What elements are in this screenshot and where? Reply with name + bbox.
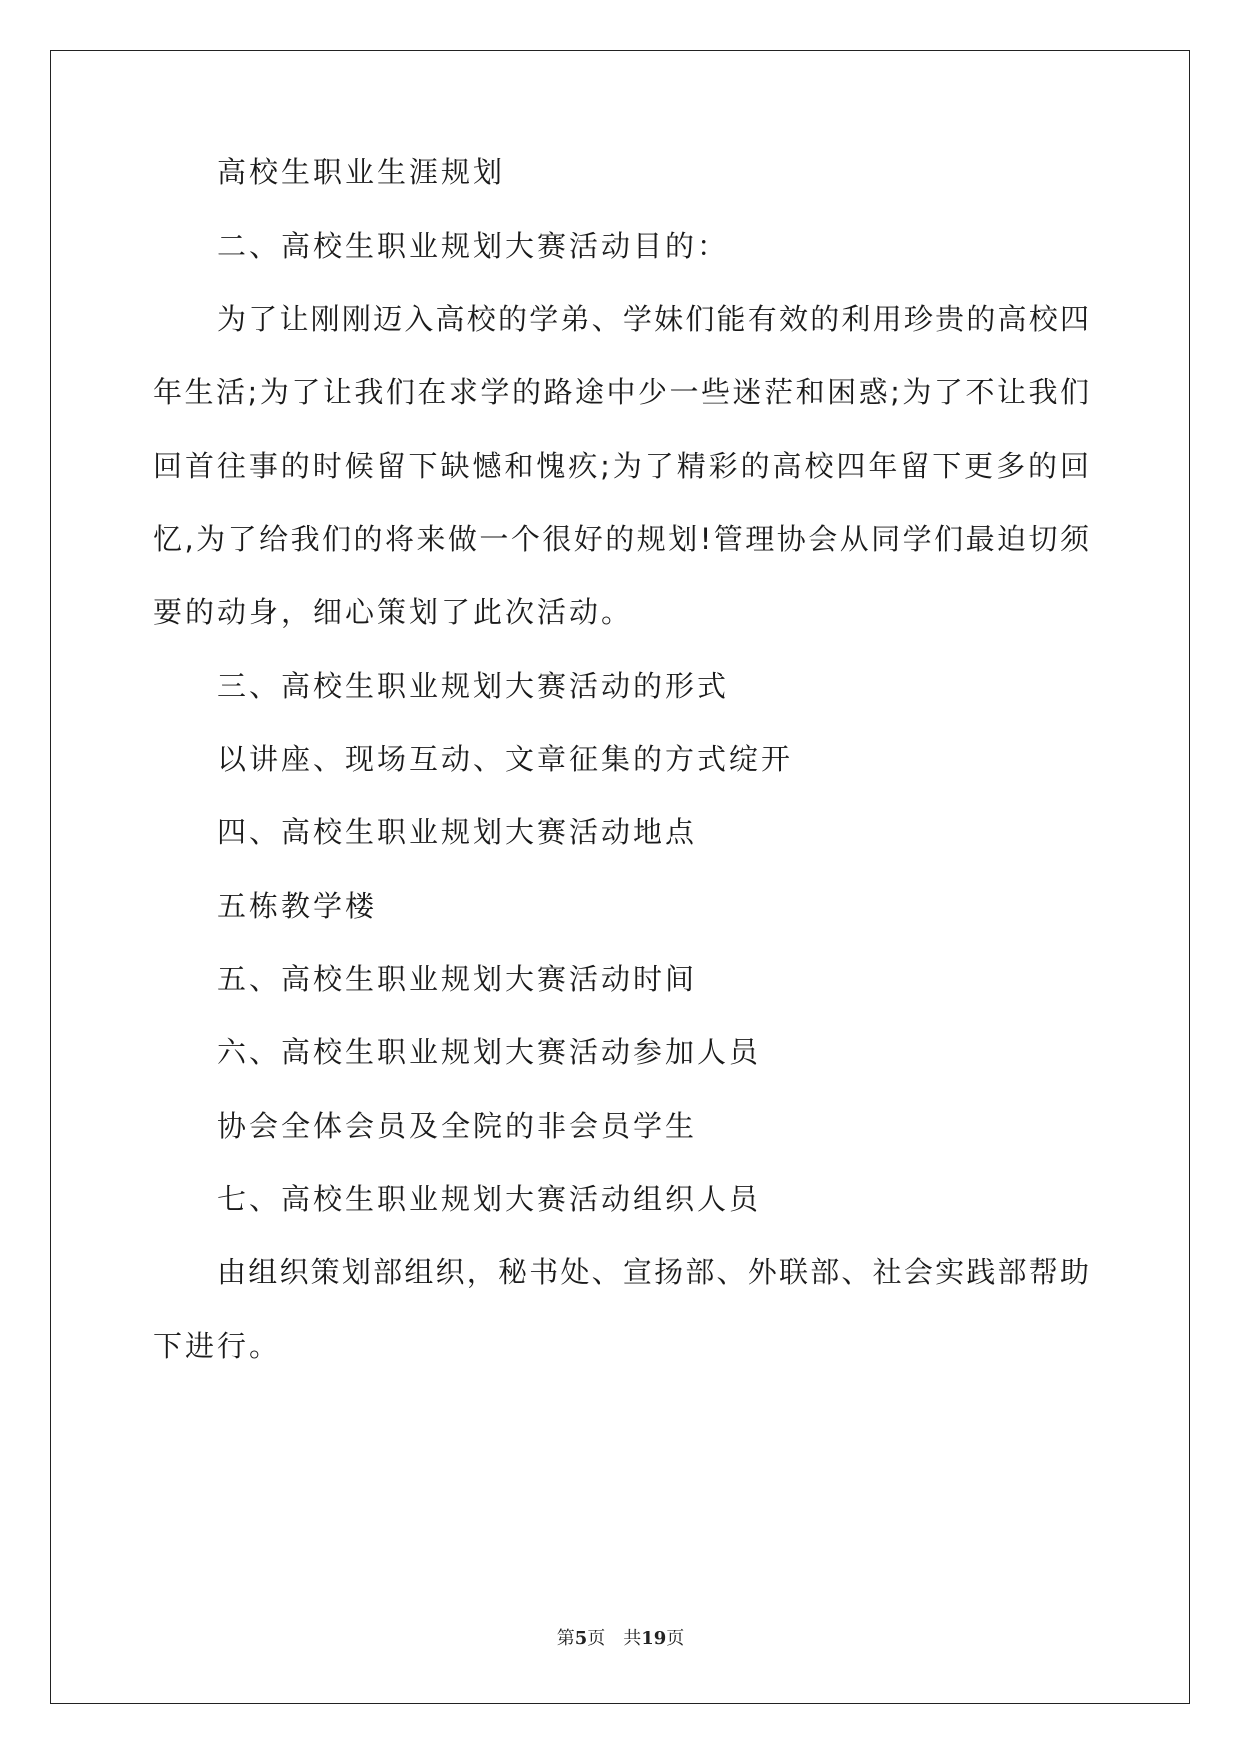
paragraph-line: 忆,为了给我们的将来做一个很好的规划!管理协会从同学们最迫切须 (153, 522, 1089, 556)
footer-prefix: 第 (556, 1628, 575, 1649)
paragraph-title: 高校生职业生涯规划 (217, 155, 506, 189)
footer-mid: 页 共 (587, 1628, 642, 1649)
heading-section-3: 三、高校生职业规划大赛活动的形式 (217, 669, 730, 703)
heading-section-4: 四、高校生职业规划大赛活动地点 (217, 815, 698, 849)
page-number-current: 5 (574, 1628, 588, 1649)
heading-section-2: 二、高校生职业规划大赛活动目的： (217, 229, 730, 263)
paragraph-line: 由组织策划部组织，秘书处、宣扬部、外联部、社会实践部帮助 (217, 1255, 1089, 1289)
page-footer (0, 1624, 1241, 1650)
paragraph-line: 以讲座、现场互动、文章征集的方式绽开 (217, 742, 794, 776)
heading-section-5: 五、高校生职业规划大赛活动时间 (217, 962, 698, 996)
paragraph-line: 要的动身，细心策划了此次活动。 (153, 595, 634, 629)
paragraph-line: 为了让刚刚迈入高校的学弟、学妹们能有效的利用珍贵的高校四 (217, 302, 1089, 336)
heading-section-6: 六、高校生职业规划大赛活动参加人员 (217, 1035, 762, 1069)
paragraph-line: 五栋教学楼 (217, 889, 378, 923)
paragraph-line: 下进行。 (153, 1329, 282, 1363)
heading-section-7: 七、高校生职业规划大赛活动组织人员 (217, 1182, 762, 1216)
paragraph-line: 回首往事的时候留下缺憾和愧疚;为了精彩的高校四年留下更多的回 (153, 449, 1089, 483)
paragraph-line: 协会全体会员及全院的非会员学生 (217, 1109, 698, 1143)
footer-suffix: 页 (666, 1628, 685, 1649)
page-number-total: 19 (641, 1628, 667, 1649)
paragraph-line: 年生活;为了让我们在求学的路途中少一些迷茫和困惑;为了不让我们 (153, 375, 1089, 409)
